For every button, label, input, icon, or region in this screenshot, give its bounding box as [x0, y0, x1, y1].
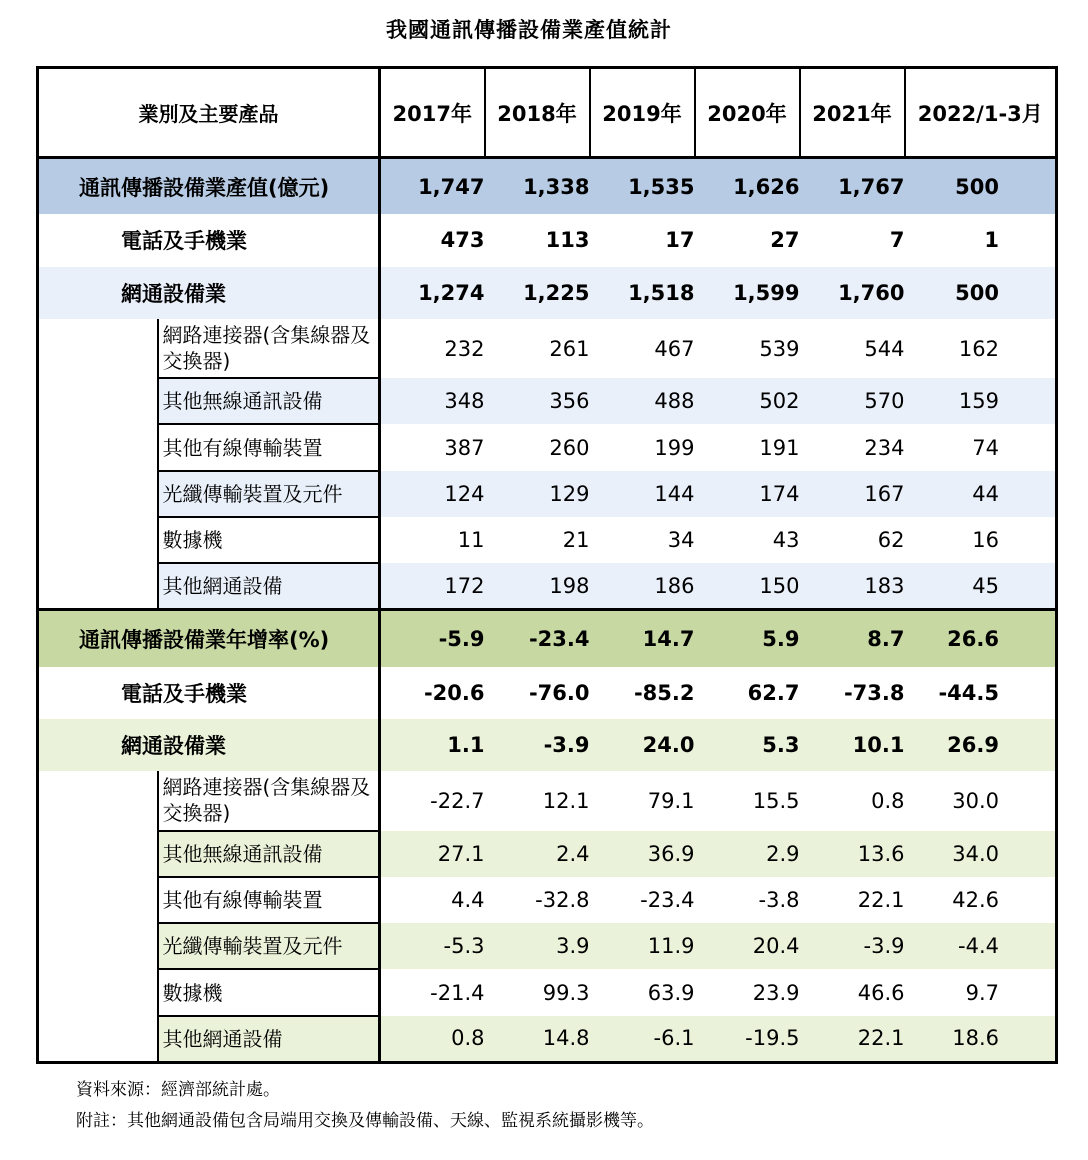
value-cell: 22.1 [857, 1026, 905, 1051]
value-cell: 3.9 [556, 934, 590, 959]
item-row [38, 969, 1057, 1015]
value-cell: 63.9 [647, 980, 695, 1005]
value-cell: 74 [972, 435, 999, 460]
item-label: 其他有線傳輸裝置 [158, 424, 380, 470]
value-cell: -44.5 [938, 680, 999, 705]
value-cell: 43 [772, 528, 800, 553]
value-cell: 1,747 [418, 174, 485, 199]
row-label-text: 電話及手機業 [121, 229, 247, 254]
value-cell: -20.6 [423, 680, 485, 705]
value-cell: 5.3 [762, 733, 800, 758]
value-cell: 11 [457, 528, 485, 553]
value-cell: 467 [654, 336, 695, 361]
value-cell: 473 [440, 228, 485, 253]
indent-cell [38, 1016, 158, 1063]
value-cell: 34.0 [952, 841, 999, 866]
growth-phone-row [38, 667, 1057, 719]
row-label [38, 267, 380, 319]
value-cell: 62.7 [747, 680, 800, 705]
indent-cell [38, 831, 158, 877]
row-label [38, 667, 380, 719]
value-cell: -5.3 [443, 934, 485, 959]
value-cell: 539 [759, 336, 800, 361]
value-cell: 260 [549, 435, 590, 460]
value-cell: 1 [984, 228, 999, 253]
value-cell: 79.1 [647, 788, 695, 813]
value-cell: 62 [877, 528, 905, 553]
item-label: 數據機 [158, 517, 380, 563]
header-year: 2019年 [590, 68, 695, 158]
indent-cell [38, 563, 158, 610]
row-label-text: 通訊傳播設備業年增率(%) [79, 628, 330, 653]
value-cell: 544 [864, 336, 905, 361]
value-cell: 23.9 [752, 980, 800, 1005]
value-cell: 14.8 [542, 1026, 590, 1051]
value-cell: 24.0 [642, 733, 695, 758]
item-row [38, 923, 1057, 969]
indent-cell [38, 424, 158, 470]
header-year: 2017年 [380, 68, 485, 158]
value-cell: -21.4 [430, 980, 485, 1005]
value-cell: 261 [549, 336, 590, 361]
value-cell: 1,518 [628, 280, 695, 305]
value-cell: 4.4 [451, 888, 485, 912]
header-year: 2021年 [800, 68, 905, 158]
value-cell: -85.2 [633, 680, 695, 705]
value-cell: 191 [759, 435, 800, 460]
value-cell: -23.4 [485, 610, 590, 667]
value-cell: 42.6 [952, 888, 999, 912]
row-label [38, 158, 380, 215]
value-cell: 348 [444, 389, 485, 414]
value-cell: 1,626 [733, 174, 800, 199]
value-cell: -3.9 [543, 733, 590, 758]
value-cell: 183 [864, 573, 905, 598]
indent-cell [38, 471, 158, 517]
value-cell: 5.9 [695, 610, 800, 667]
header-year: 2018年 [485, 68, 590, 158]
value-cell: 502 [759, 389, 800, 414]
value-cell: 30.0 [952, 788, 999, 813]
value-cell: 1,535 [628, 174, 695, 199]
value-cell: 1,338 [523, 174, 590, 199]
value-cell: 198 [549, 573, 590, 598]
footnote: 附註：其他網通設備包含局端用交換及傳輸設備、天線、監視系統攝影機等。 [76, 1111, 654, 1131]
header-row [38, 68, 1057, 158]
value-cell: 18.6 [952, 1026, 999, 1051]
value-cell: 13.6 [857, 841, 905, 866]
value-cell: -4.4 [958, 934, 999, 959]
source-note: 資料來源：經濟部統計處。 [76, 1080, 280, 1100]
value-cell: 174 [759, 481, 800, 506]
indent-cell [38, 771, 158, 830]
value-cell: 1,599 [733, 280, 800, 305]
value-cell: 488 [654, 389, 695, 414]
value-cell: 11.9 [647, 934, 695, 959]
value-cell: 21 [562, 528, 590, 553]
indent-cell [38, 378, 158, 424]
row-label-text: 電話及手機業 [121, 681, 247, 706]
value-cell: 22.1 [857, 888, 905, 912]
value-cell: 2.9 [766, 841, 800, 866]
item-label: 其他有線傳輸裝置 [158, 877, 380, 923]
value-cell: 34 [667, 528, 695, 553]
value-cell: 1,760 [838, 280, 905, 305]
item-label: 其他無線通訊設備 [158, 378, 380, 424]
value-cell: 232 [444, 336, 485, 361]
production-phone-row [38, 214, 1057, 266]
value-cell: 0.8 [871, 788, 905, 813]
item-label: 數據機 [158, 969, 380, 1015]
value-cell: 36.9 [647, 841, 695, 866]
row-label [38, 610, 380, 667]
value-cell: 17 [665, 228, 695, 253]
value-cell: 186 [654, 573, 695, 598]
value-cell: -32.8 [535, 888, 590, 912]
value-cell: 26.6 [905, 610, 1057, 667]
item-label: 網路連接器(含集線器及交換器) [158, 319, 380, 378]
value-cell: 9.7 [965, 980, 999, 1005]
header-year: 2020年 [695, 68, 800, 158]
value-cell: 144 [654, 481, 695, 506]
value-cell: 45 [972, 573, 999, 598]
item-label: 其他網通設備 [158, 563, 380, 610]
indent-cell [38, 877, 158, 923]
value-cell: 129 [549, 481, 590, 506]
value-cell: 113 [545, 228, 590, 253]
value-cell: 7 [889, 228, 905, 253]
item-row [38, 563, 1057, 610]
row-label-text: 網通設備業 [121, 734, 226, 759]
value-cell: 167 [864, 481, 905, 506]
growth-network-row [38, 719, 1057, 771]
item-row [38, 1016, 1057, 1063]
table-title: 我國通訊傳播設備業產值統計 [386, 18, 672, 42]
item-row [38, 831, 1057, 877]
value-cell: 99.3 [542, 980, 590, 1005]
value-cell: -3.8 [758, 888, 800, 912]
value-cell: -22.7 [430, 788, 485, 813]
value-cell: 2.4 [556, 841, 590, 866]
indent-cell [38, 517, 158, 563]
item-row [38, 378, 1057, 424]
indent-cell [38, 969, 158, 1015]
item-row [38, 771, 1057, 830]
value-cell: 150 [759, 573, 800, 598]
header-year: 2022/1-3月 [905, 68, 1057, 158]
item-label: 其他無線通訊設備 [158, 831, 380, 877]
growth-total-row [38, 610, 1057, 667]
item-row [38, 471, 1057, 517]
value-cell: -19.5 [745, 1026, 800, 1051]
value-cell: -6.1 [653, 1026, 695, 1051]
value-cell: 387 [444, 435, 485, 460]
value-cell: 8.7 [800, 610, 905, 667]
value-cell: 500 [955, 280, 999, 305]
value-cell: 27.1 [437, 841, 485, 866]
value-cell: 172 [444, 573, 485, 598]
value-cell: 15.5 [752, 788, 800, 813]
value-cell: 199 [654, 435, 695, 460]
value-cell: 500 [955, 174, 999, 199]
value-cell: -76.0 [528, 680, 590, 705]
value-cell: 234 [864, 435, 905, 460]
value-cell: 46.6 [857, 980, 905, 1005]
item-label: 光纖傳輸裝置及元件 [158, 923, 380, 969]
row-label-text: 通訊傳播設備業產值(億元) [79, 175, 330, 200]
value-cell: -73.8 [843, 680, 905, 705]
indent-cell [38, 923, 158, 969]
value-cell: 162 [958, 336, 999, 361]
value-cell: 26.9 [947, 733, 999, 758]
row-label-text: 網通設備業 [121, 281, 226, 306]
item-label: 網路連接器(含集線器及交換器) [158, 771, 380, 830]
value-cell: -3.9 [863, 934, 905, 959]
value-cell: 0.8 [451, 1026, 485, 1051]
row-label [38, 719, 380, 771]
value-cell: 356 [549, 389, 590, 414]
value-cell: -5.9 [380, 610, 485, 667]
value-cell: 1.1 [447, 733, 485, 758]
item-row [38, 877, 1057, 923]
value-cell: 570 [864, 389, 905, 414]
production-network-row [38, 267, 1057, 319]
value-cell: 124 [444, 481, 485, 506]
item-label: 其他網通設備 [158, 1016, 380, 1063]
value-cell: 16 [972, 528, 999, 553]
item-row [38, 424, 1057, 470]
value-cell: 12.1 [542, 788, 590, 813]
value-cell: 14.7 [590, 610, 695, 667]
value-cell: 44 [972, 481, 999, 506]
header-category: 業別及主要產品 [38, 68, 380, 158]
statistics-table [36, 66, 1058, 1064]
value-cell: 27 [770, 228, 800, 253]
item-label: 光纖傳輸裝置及元件 [158, 471, 380, 517]
row-label [38, 214, 380, 266]
value-cell: 1,225 [523, 280, 590, 305]
value-cell: 10.1 [852, 733, 905, 758]
value-cell: 20.4 [752, 934, 800, 959]
production-total-row [38, 158, 1057, 215]
value-cell: -23.4 [640, 888, 695, 912]
value-cell: 1,274 [418, 280, 485, 305]
item-row [38, 517, 1057, 563]
value-cell: 159 [958, 389, 999, 414]
item-row [38, 319, 1057, 378]
indent-cell [38, 319, 158, 378]
value-cell: 1,767 [838, 174, 905, 199]
